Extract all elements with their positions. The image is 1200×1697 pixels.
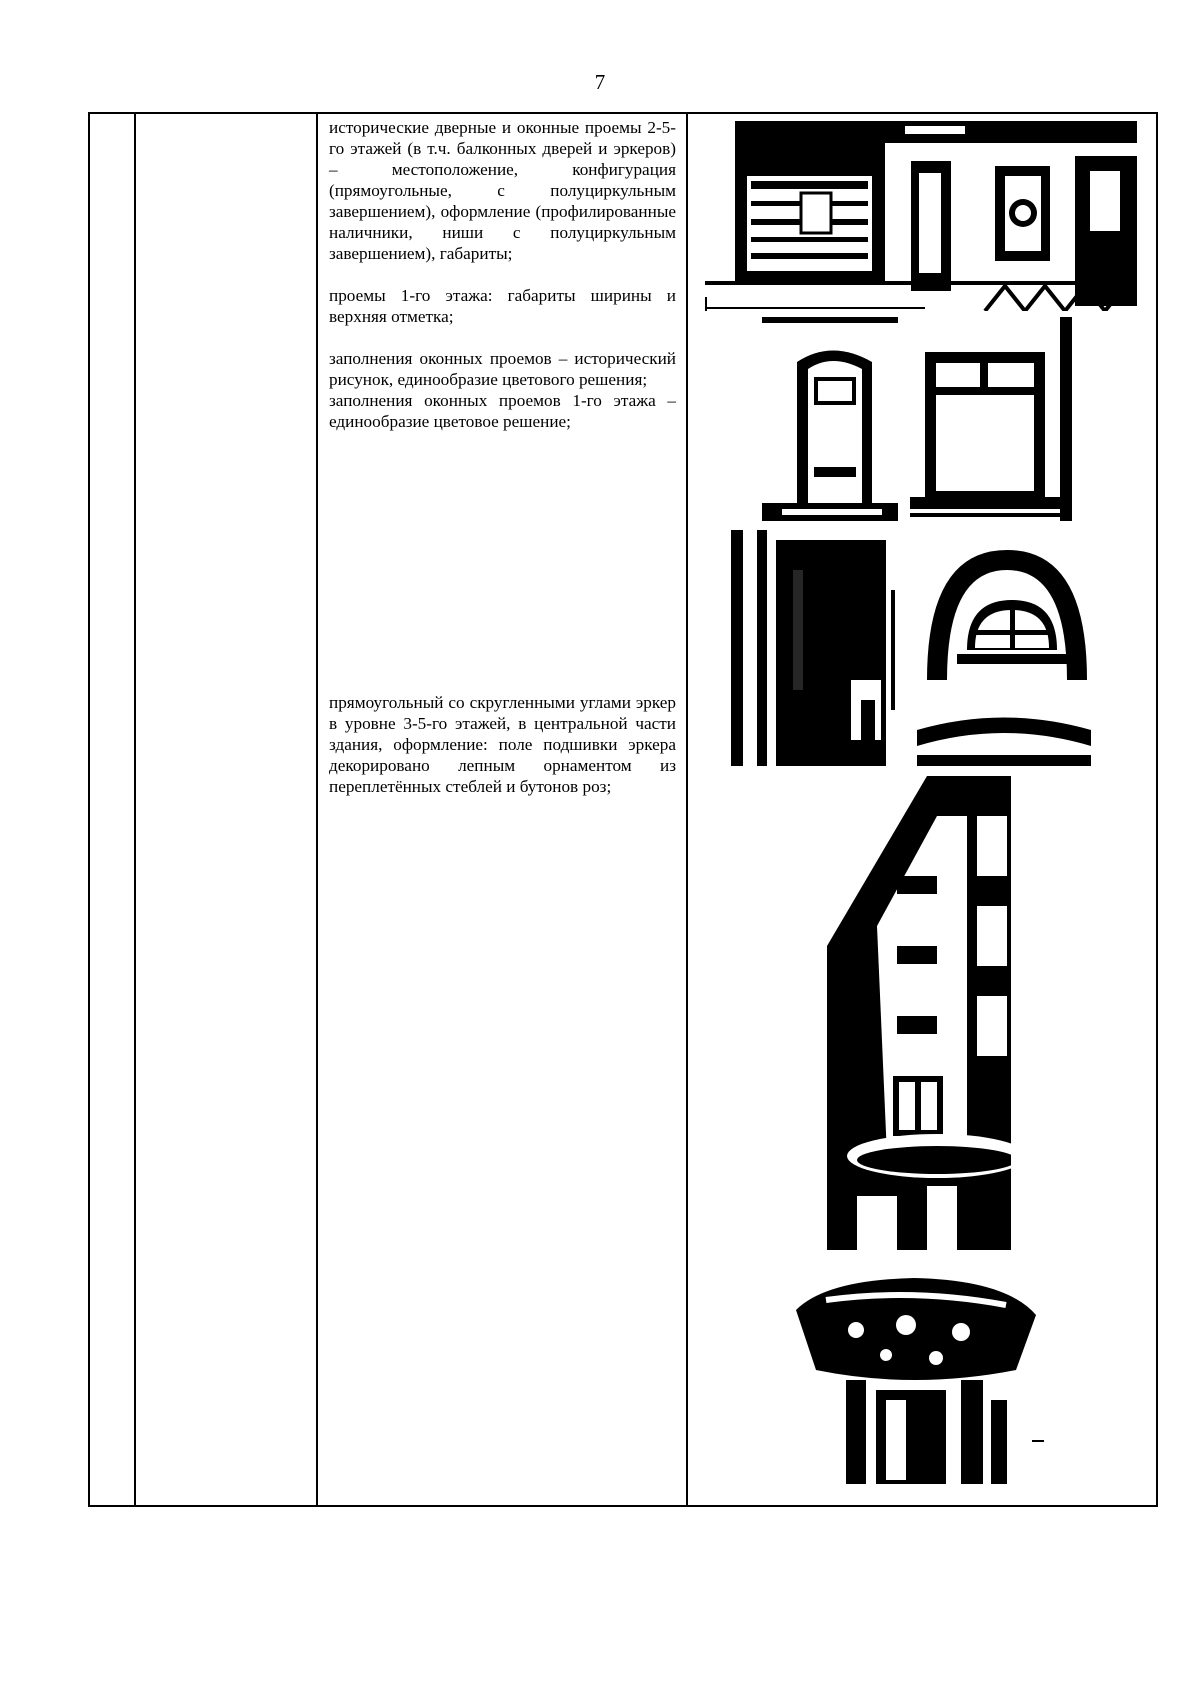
heritage-elements-table bbox=[88, 112, 1158, 1507]
arched-window-photo bbox=[762, 317, 898, 521]
facade-storefront-photo bbox=[705, 121, 1137, 311]
oriel-soffit-photo bbox=[786, 1260, 1044, 1484]
photos-cell bbox=[687, 113, 1157, 1506]
oriel-facade-photo bbox=[827, 776, 1011, 1250]
doorway-photo bbox=[731, 530, 903, 766]
object-name-cell bbox=[135, 113, 317, 1506]
description-cell bbox=[317, 113, 687, 1506]
table-row bbox=[89, 113, 1157, 1506]
paragraph-window-fillings: заполнения оконных проемов – исторический рисунок, единообразие цветового решения; bbox=[329, 349, 676, 389]
paragraph-openings-ground-floor: проемы 1-го этажа: габариты ширины и верхняя отметка; bbox=[329, 286, 676, 326]
paragraph-oriel: прямоугольный со скругленными углами эркер в уровне 3-5-го этажей, в центральной части здания, оформление: поле подшивки эркера декорировано лепным орнаментом из переплетённых стеблей и бутонов роз; bbox=[329, 693, 676, 796]
rectangular-window-photo bbox=[910, 317, 1072, 521]
semicircular-window-photo bbox=[917, 530, 1091, 766]
index-cell bbox=[89, 113, 135, 1506]
paragraph-ground-floor-fillings: заполнения оконных проемов 1-го этажа – единообразие цветовое решение; bbox=[329, 391, 676, 431]
page-number: 7 bbox=[594, 70, 606, 94]
paragraph-openings-upper-floors: исторические дверные и оконные проемы 2-5-го этажей (в т.ч. балконных дверей и эркеров) – местоположение, конфигурация (прямоугольные, с полуциркульным завершением), оформление (профилированные наличники, ниши с полуциркульным завершением), габариты; bbox=[329, 118, 676, 263]
